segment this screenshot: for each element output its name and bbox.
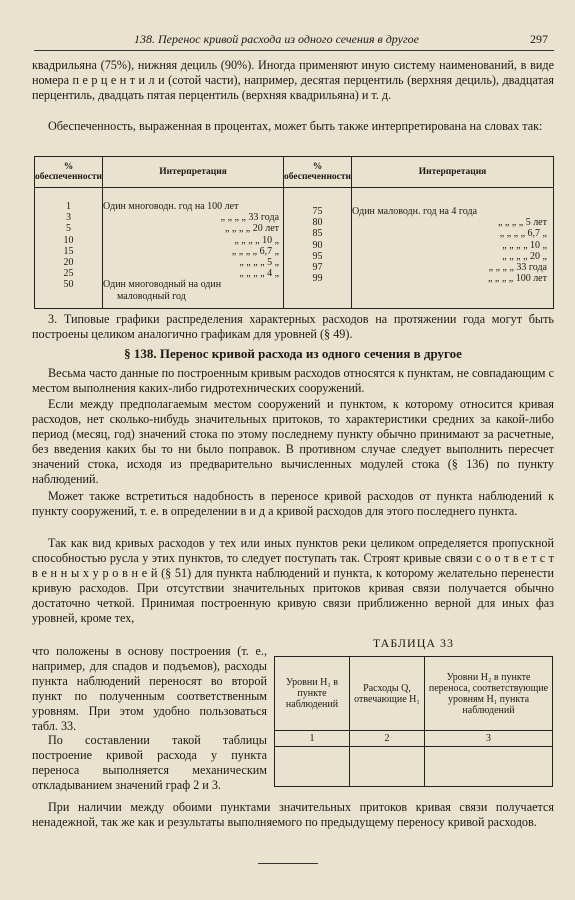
pct-value: 80 [312, 217, 323, 229]
interp-line: Один многоводный на один [103, 279, 222, 291]
interp-line: маловодный год [117, 290, 186, 302]
pct-value: 90 [312, 239, 323, 251]
interpretation-table [34, 156, 554, 309]
end-rule [258, 863, 318, 864]
interp-line: „ „ „ „ 6,7 „ [499, 228, 547, 240]
right-interp-column [352, 188, 554, 309]
body-paragraph-9: При наличии между обоими пунктами значительных притоков кривая связи получается ненадежной, так же как и результаты выполняемого по предыдущему переносу кривой расходов. [32, 800, 554, 830]
interp-line: „ „ „ „ 33 года [220, 212, 280, 224]
table-33-caption: ТАБЛИЦА 33 [372, 636, 455, 650]
header-title: 138. Перенос кривой расхода из одного сечения в другое [134, 32, 419, 46]
t33-header-2: Расходы Q, отвечающие H₁ [350, 657, 425, 731]
interp-line: Один многоводн. год на 100 лет [103, 201, 239, 212]
t33-colnum-2: 2 [350, 731, 425, 747]
interp-line: „ „ „ „ 10 „ [234, 234, 280, 246]
header-pct-right: % обеспеченности [284, 157, 352, 188]
left-interp-column [103, 188, 284, 309]
pct-value: 95 [312, 250, 323, 262]
interp-line: „ „ „ „ 10 „ [502, 239, 547, 251]
pct-value: 3 [66, 212, 71, 224]
running-header [34, 30, 554, 51]
pct-value: 5 [66, 223, 71, 235]
left-pct-column [35, 188, 103, 309]
pct-value: 75 [312, 206, 323, 217]
t33-colnum-3: 3 [425, 731, 553, 747]
table-33 [274, 656, 553, 787]
t33-empty-cell [425, 747, 553, 787]
interp-line: „ „ „ „ 5 лет [497, 217, 547, 229]
interp-line: „ „ „ „ 100 лет [487, 273, 547, 285]
t33-header-3: Уровни H₂ в пункте переноса, соответствующие уровням H₁ пункта наблюдений [425, 657, 553, 731]
interp-line: Один маловодн. год на 4 года [352, 206, 478, 217]
pct-value: 99 [312, 273, 323, 285]
page-number: 297 [530, 32, 548, 46]
pct-value: 10 [63, 234, 74, 246]
intro-paragraph-1: квадрильяна (75%), нижняя дециль (90%). Иногда применяют иную систему наименований, в виде номера п е р ц е н т и л и (сотой части), например, десятая перцентиль (верхняя дециль), двадцатая перцентиль, двадцать пятая перцентиль (верхняя квадрильяна) и т. д. [32, 58, 554, 103]
header-interp-left: Интерпретация [103, 157, 284, 188]
header-pct-left: % обеспеченности [35, 157, 103, 188]
t33-empty-cell [350, 747, 425, 787]
intro-paragraph-2: Обеспеченность, выраженная в процентах, может быть также интерпретирована на словах так: [48, 119, 543, 133]
right-pct-column [284, 188, 352, 309]
t33-empty-cell [275, 747, 350, 787]
body-paragraph-6: Может также встретиться надобность в переносе кривой расходов от пункта наблюдений к пункту сооружений, т. е. в определении в и д а кривой расходов для этого последнего пункта. [32, 489, 554, 519]
pct-value: 25 [63, 268, 74, 280]
section-heading: § 138. Перенос кривой расхода из одного сечения в другое [124, 346, 462, 361]
pct-value: 15 [63, 245, 74, 257]
header-interp-right: Интерпретация [352, 157, 554, 188]
interp-line: „ „ „ „ 20 лет [224, 223, 280, 235]
pct-value: 1 [66, 201, 71, 212]
body-paragraph-4: Весьма часто данные по построенным кривым расходов относятся к пунктам, не совпадающим с местом выполнения каких-либо гидротехнических сооружений. [32, 366, 554, 396]
t33-colnum-1: 1 [275, 731, 350, 747]
interp-line: „ „ „ „ 4 „ [239, 268, 280, 280]
interp-line: „ „ „ „ 6,7 „ [231, 245, 280, 257]
pct-value: 85 [312, 228, 323, 240]
body-paragraph-7-continued: что положены в основу построения (т. е., например, для спадов и подъемов), расходы пункта наблюдений переносят во второй пункт по полученным соответственным уровням. При этом удобно пользоваться табл. 33. [32, 644, 267, 734]
pct-value: 50 [63, 279, 74, 291]
body-paragraph-8: По составлении такой таблицы построение кривой расхода у пункта переноса выполняется механическим откладыванием значений граф 2 и 3. [32, 733, 267, 793]
interp-line: „ „ „ „ 33 года [488, 261, 547, 273]
t33-header-1: Уровни H₁ в пункте наблюдений [275, 657, 350, 731]
pct-value: 20 [63, 256, 74, 268]
interp-line: „ „ „ „ 20 „ [502, 250, 547, 262]
body-paragraph-5: Если между предполагаемым местом сооружений и пунктом, к которому относится кривая расходов, нет сколько-нибудь значительных притоков, то характеристики средних за какой-либо период (месяц, год) значений стока по этому последнему пункту обычно принимают за расчетные, без введения каких бы то ни было поправок. В противном случае следует выполнить пересчет значений стока, исходя из предварительно вычисленных модулей стока (§ 136) по пункту наблюдений. [32, 397, 554, 487]
pct-value: 97 [312, 261, 323, 273]
interp-line: „ „ „ „ 5 „ [239, 256, 280, 268]
body-paragraph-7: Так как вид кривых расходов у тех или иных пунктов реки целиком определяется пропускной способностью русла у этих пунктов, то следует поступать так. Строят кривые связи с о о т в е т с т в е н н ы х у р о в н е й (§ 51) для пункта наблюдений и пункта, к которому желательно перенести кривую расходов. При отсутствии значительных притоков кривая связи получается обычно достаточно четкой. Принимая построенную кривую связи приближенно верной для иных фаз уровней, кроме тех, [32, 536, 554, 626]
paragraph-3: 3. Типовые графики распределения характерных расходов на протяжении года могут быть построены целиком аналогично графикам для уровней (§ 49). [32, 312, 554, 342]
